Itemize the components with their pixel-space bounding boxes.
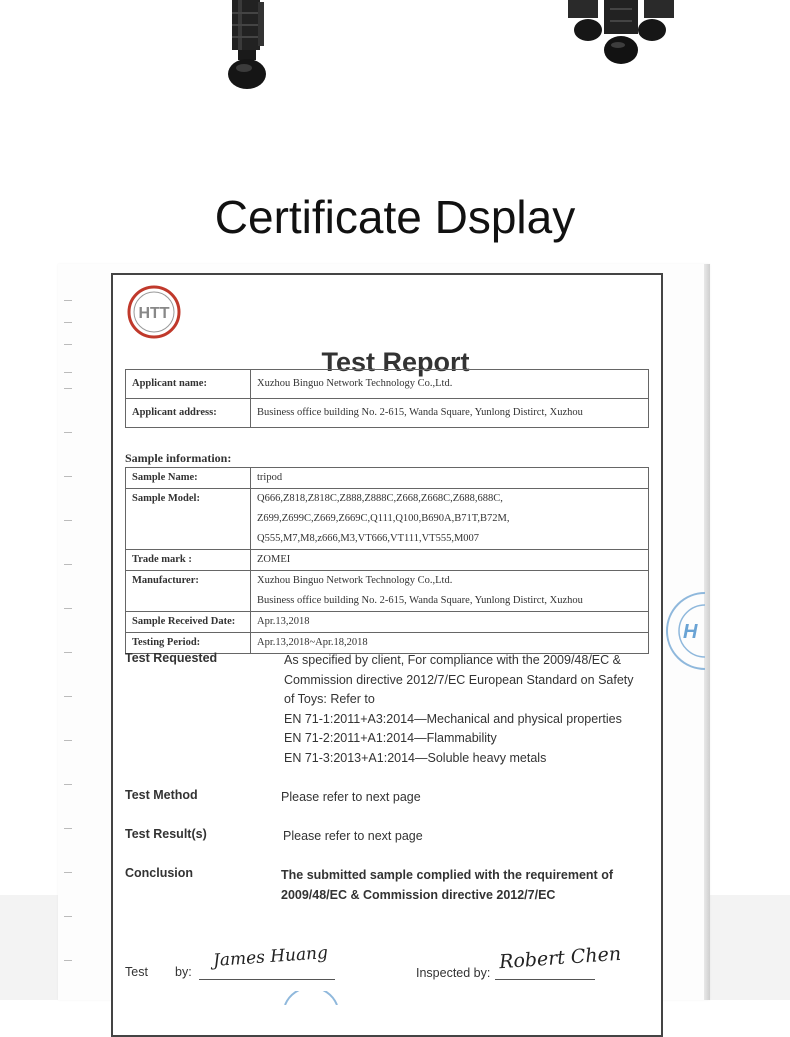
test-requested-line: of Toys: Refer to [284,692,375,706]
sample-table [125,467,649,654]
conclusion-label: Conclusion [125,866,194,880]
inspected-by-label: Inspected by: [416,966,491,980]
test-requested-line: EN 71-3:2013+A1:2014—Soluble heavy metals [284,750,547,765]
manufacturer-label: Manufacturer: [126,571,251,612]
svg-text:HTT: HTT [138,305,170,322]
test-method-label: Test Method [125,788,198,802]
inspected-signature: Robert Chen [498,942,622,974]
sample-name-value: tripod [251,468,649,489]
sample-model-line: Q666,Z818,Z818C,Z888,Z888C,Z668,Z668C,Z688,688C, [257,493,503,504]
testing-period-label: Testing Period: [126,633,251,654]
conclusion-value [281,866,613,905]
bottom-stamp-icon [281,991,341,1005]
sample-model-label: Sample Model: [126,489,251,550]
test-requested-line: Commission directive 2012/7/EC European Standard on Safety [284,672,634,687]
test-by-label: by: [175,965,192,979]
table-row [126,468,649,489]
conclusion-line: The submitted sample complied with the requirement of [281,868,613,882]
test-results-value: Please refer to next page [283,829,423,843]
sample-model-line: Q555,M7,M8,z666,M3,VT666,VT111,VT555,M007 [257,533,480,544]
binder-hole-marks [64,264,74,1000]
tripod-foot-right-image [568,0,674,70]
applicant-table [125,369,649,428]
applicant-address-value: Business office building No. 2-615, Wanda Square, Yunlong Distirct, Xuzhou [251,399,649,428]
test-report-document [111,273,663,1037]
test-label: Test [125,965,148,979]
testing-period-value: Apr.13,2018~Apr.18,2018 [251,633,649,654]
certificate-photo [58,264,710,1000]
sample-model-line: Z699,Z699C,Z669,Z669C,Q111,Q100,B690A,B71T,B72M, [257,513,510,524]
test-requested-line: As specified by client, For compliance with the 2009/48/EC & [284,653,621,667]
sample-model-value [251,489,649,550]
applicant-name-label: Applicant name: [126,370,251,399]
table-row [126,370,649,399]
test-results-label: Test Result(s) [125,827,207,841]
svg-text:H: H [683,621,698,643]
test-signature-line [199,979,335,980]
table-row [126,489,649,550]
applicant-address-label: Applicant address: [126,399,251,428]
tripod-foot-left-image [222,0,272,92]
test-requested-label: Test Requested [125,651,218,665]
blue-stamp-icon [663,586,705,676]
trade-mark-label: Trade mark : [126,550,251,571]
htt-logo-icon [125,283,183,341]
applicant-name-value: Xuzhou Binguo Network Technology Co.,Ltd. [251,370,649,399]
table-row [126,550,649,571]
test-signature: James Huang [212,943,329,971]
received-date-value: Apr.13,2018 [251,612,649,633]
sample-name-label: Sample Name: [126,468,251,489]
table-row [126,399,649,428]
test-method-value: Please refer to next page [281,790,421,804]
manufacturer-value [251,571,649,612]
inspected-signature-line [495,979,595,980]
report-title: Test Report [321,347,470,377]
conclusion-line: 2009/48/EC & Commission directive 2012/7/EC [281,887,556,902]
test-requested-line: EN 71-2:2011+A1:2014—Flammability [284,731,497,745]
table-row [126,571,649,612]
trade-mark-value: ZOMEI [251,550,649,571]
test-requested-line: EN 71-1:2011+A3:2014—Mechanical and physical properties [284,711,622,726]
received-date-label: Sample Received Date: [126,612,251,633]
table-row [126,612,649,633]
manufacturer-line: Business office building No. 2-615, Wanda Square, Yunlong Distirct, Xuzhou [257,595,583,606]
test-requested-value [284,651,634,768]
sample-info-heading: Sample information: [125,451,232,465]
page-title: Certificate Dsplay [214,191,576,243]
manufacturer-line: Xuzhou Binguo Network Technology Co.,Ltd. [257,575,453,586]
